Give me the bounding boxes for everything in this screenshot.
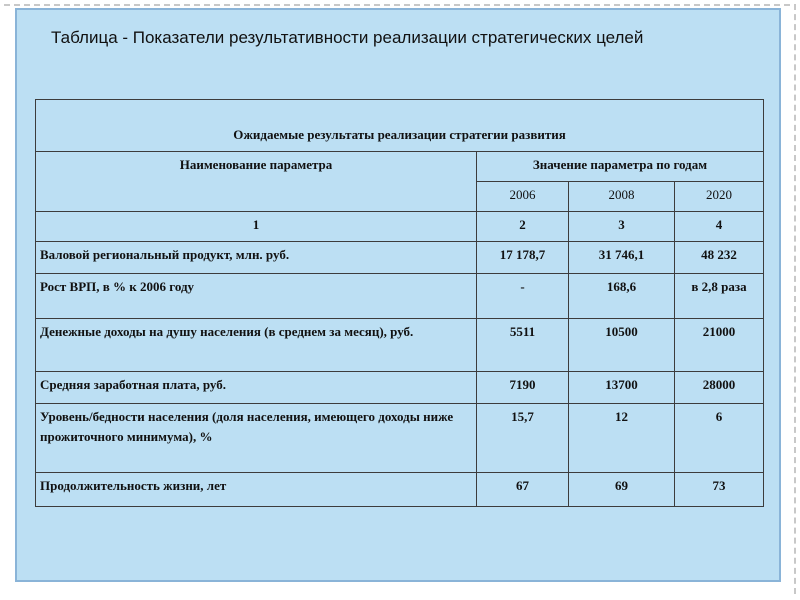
year-cell: 2008	[569, 182, 675, 212]
param-name-cell: Денежные доходы на душу населения (в среднем за месяц), руб.	[36, 319, 477, 372]
column-number-cell: 1	[36, 212, 477, 242]
table-row	[36, 242, 764, 274]
value-cell: в 2,8 раза	[675, 274, 764, 319]
slide-panel	[15, 8, 781, 582]
column-number-row	[36, 212, 764, 242]
param-name-cell: Валовой региональный продукт, млн. руб.	[36, 242, 477, 274]
value-cell: 15,7	[477, 404, 569, 473]
dashed-border-right	[794, 4, 796, 594]
year-cell: 2020	[675, 182, 764, 212]
dashed-border-top	[4, 4, 790, 6]
header-param-cell: Наименование параметра	[36, 152, 477, 212]
value-cell: 31 746,1	[569, 242, 675, 274]
value-cell: 5511	[477, 319, 569, 372]
value-cell: 6	[675, 404, 764, 473]
table-row	[36, 473, 764, 507]
table-caption-row	[36, 100, 764, 152]
table-row	[36, 372, 764, 404]
value-cell: -	[477, 274, 569, 319]
table-row	[36, 319, 764, 372]
value-cell: 28000	[675, 372, 764, 404]
value-cell: 69	[569, 473, 675, 507]
table-row	[36, 274, 764, 319]
column-number-cell: 3	[569, 212, 675, 242]
table-header-row	[36, 152, 764, 182]
param-name-cell: Уровень/бедности населения (доля населения, имеющего доходы ниже прожиточного минимума), %	[36, 404, 477, 473]
value-cell: 168,6	[569, 274, 675, 319]
value-cell: 7190	[477, 372, 569, 404]
header-value-cell: Значение параметра по годам	[477, 152, 764, 182]
value-cell: 17 178,7	[477, 242, 569, 274]
year-cell: 2006	[477, 182, 569, 212]
table-caption: Ожидаемые результаты реализации стратегии развития	[36, 100, 764, 152]
param-name-cell: Рост ВРП, в % к 2006 году	[36, 274, 477, 319]
value-cell: 67	[477, 473, 569, 507]
table-row	[36, 404, 764, 473]
value-cell: 73	[675, 473, 764, 507]
page-title: Таблица - Показатели результативности реализации стратегических целей	[51, 28, 644, 47]
value-cell: 13700	[569, 372, 675, 404]
column-number-cell: 2	[477, 212, 569, 242]
param-name-cell: Продолжительность жизни, лет	[36, 473, 477, 507]
value-cell: 12	[569, 404, 675, 473]
value-cell: 21000	[675, 319, 764, 372]
column-number-cell: 4	[675, 212, 764, 242]
value-cell: 48 232	[675, 242, 764, 274]
param-name-cell: Средняя заработная плата, руб.	[36, 372, 477, 404]
results-table	[35, 99, 764, 507]
value-cell: 10500	[569, 319, 675, 372]
